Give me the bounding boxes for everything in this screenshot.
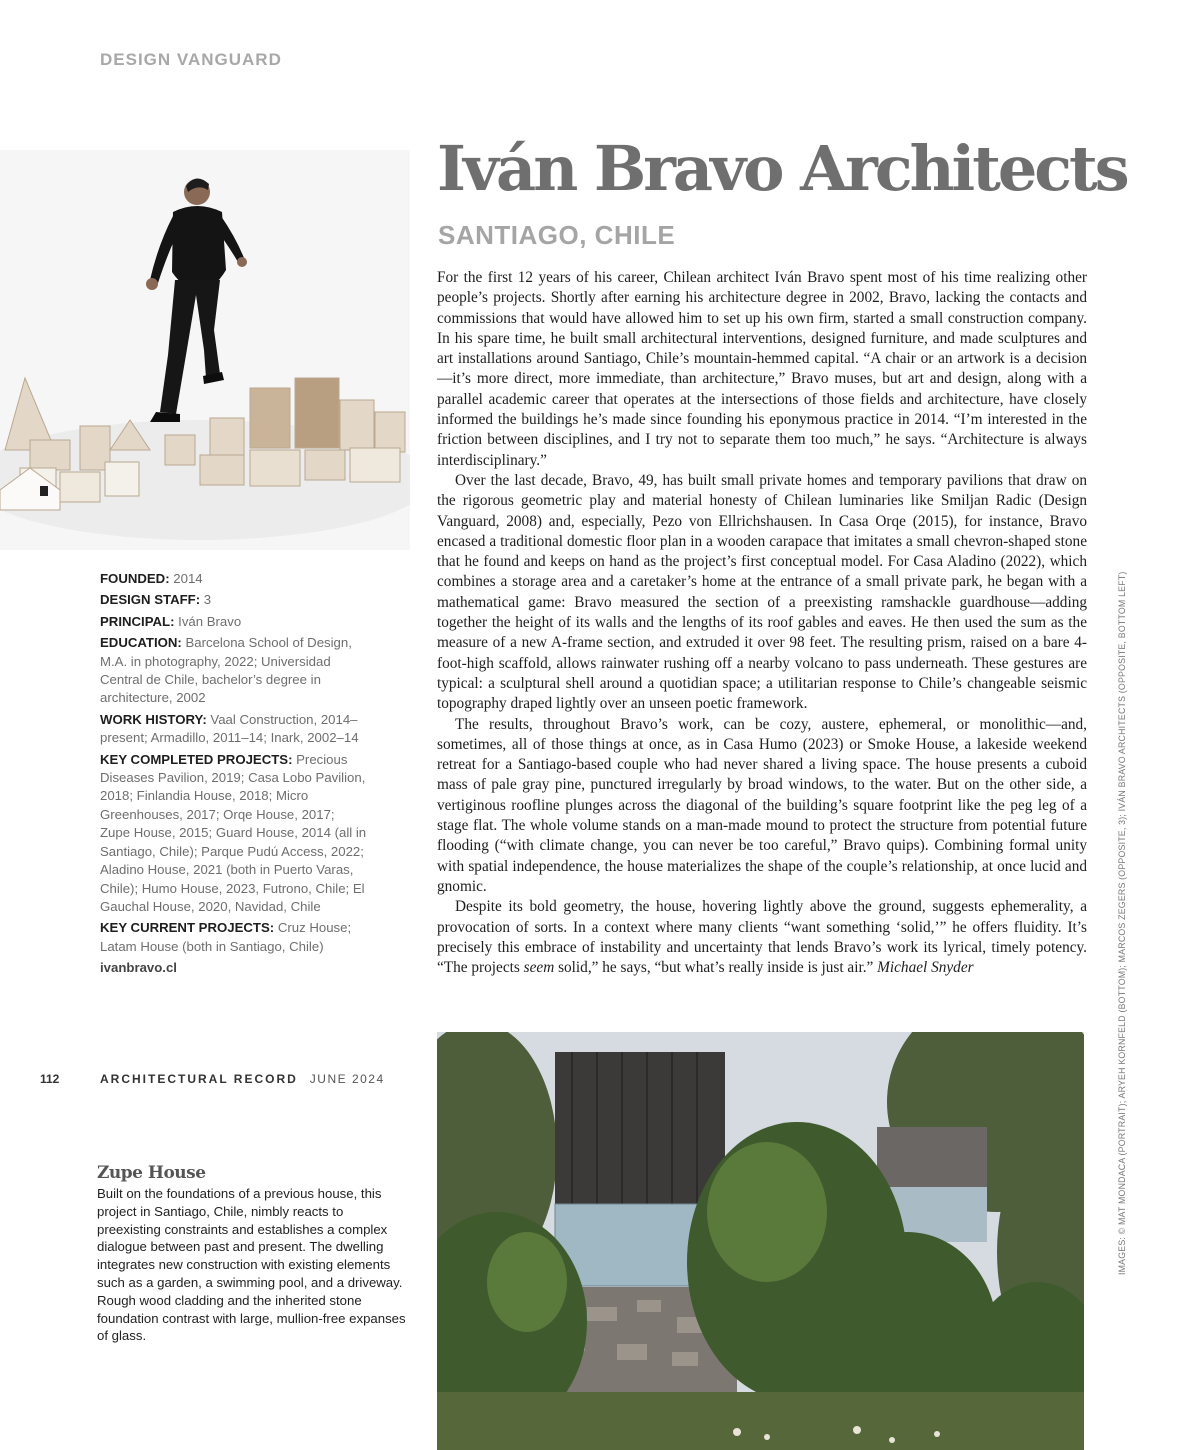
page-footer: [40, 1072, 385, 1086]
fact-key: WORK HISTORY:: [100, 711, 207, 727]
emphasis-text: seem: [523, 959, 555, 977]
fact-value: Cruz House; Latam House (both in Santiago, Chile): [100, 920, 352, 954]
caption-text: Built on the foundations of a previous house, this project in Santiago, Chile, nimbly reacts to preexisting constraints and establishes a complex dialogue between past and present. The dwelling integrates new construction with existing elements such as a garden, a swimming pool, and a driveway. Rough wood cladding and the inherited stone foundation contrast with large, mullion-free expanses of glass.: [97, 1186, 406, 1344]
article-location: SANTIAGO, CHILE: [438, 220, 676, 250]
firm-facts: [100, 570, 368, 978]
body-paragraph: The results, throughout Bravo’s work, can be cozy, austere, ephemeral, or monolithic—and, sometimes, all of those things at once, as in Casa Humo (2023) or Smoke House, a lakeside weekend retreat for a Santiago-based couple who had never shared a living space. The house presents a cuboid mass of pale gray pine, punctured irregularly by broad windows, to the water. But on the other side, a vertiginous roofline plunges across the diagonal of the building’s square footprint like the peg leg of a stage flat. The whole volume stands on a man-made mound to protect the structure from potential future flooding (“with climate change, you can never be too careful,” Bravo quips). Combining formal unity with spatial independence, the house materializes the shape of the couple’s relationship, at once lucid and gnomic.: [437, 715, 1087, 895]
fact-value: Vaal Construction, 2014–present; Armadillo, 2011–14; Inark, 2002–14: [100, 711, 359, 746]
fact-education: [100, 634, 368, 708]
body-paragraph: Over the last decade, Bravo, 49, has built small private homes and temporary pavilions that draw on the rigorous geometric play and material honesty of Chilean luminaries like Smiljan Radic (Design Vanguard, 2008) and, especially, Pezo von Ellrichshausen. In Casa Orqe (2015), for instance, Bravo encased a traditional domestic floor plan in a wooden carapace that imitates a small chevron-shaped stone that he found and keeps on hand as the project’s first conceptual model. For Casa Aladino (2022), which combines a storage area and a caretaker’s home at the entrance of a small private park, he began with a mathematical game: Bravo measured the section of a preexisting ramshackle guardhouse—adding together the height of its walls and the lengths of its roof gables and eaves. He then used the sum as the measure of a new A-frame section, and extruded it over 98 feet. The resulting prism, raised on a bare 4-foot-high scaffold, allows rainwater rushing off a nearby volcano to pass underneath. These gestures are typical: a sculptural shell around a quotidian space; a utilitarian response to Chile’s changeable seismic topography draped lightly over an unseen poetic framework.: [437, 471, 1087, 713]
fact-key: DESIGN STAFF:: [100, 592, 201, 608]
issue-date: JUNE 2024: [309, 1072, 385, 1086]
body-paragraph: [437, 897, 1087, 978]
fact-key: KEY CURRENT PROJECTS:: [100, 920, 275, 936]
fact-key: KEY COMPLETED PROJECTS:: [100, 751, 293, 767]
fact-work-history: [100, 711, 368, 748]
body-paragraph-tail: solid,” he says, “but what’s really inside is just air.”: [554, 959, 874, 977]
section-label: DESIGN VANGUARD: [100, 50, 282, 69]
caption-title: Zupe House: [97, 1163, 206, 1183]
page-number: 112: [40, 1072, 60, 1086]
fact-value: 2014: [173, 571, 203, 586]
fact-value: Precious Diseases Pavilion, 2019; Casa Lobo Pavilion, 2018; Finlandia House, 2018; Micro Greenhouses, 2017; Orqe House, 2017; Zupe House, 2015; Guard House, 2014 (all in Santiago, Chile); Parque Pudú Access, 2022; Aladino House, 2021 (both in Puerto Varas, Chile); Humo House, 2023, Futrono, Chile; El Gauchal House, 2020, Navidad, Chile: [100, 751, 367, 914]
portrait-photo: [0, 150, 410, 550]
fact-value: Iván Bravo: [178, 613, 242, 629]
image-credits: IMAGES: © MAT MONDACA (PORTRAIT); ARYEH KORNFELD (BOTTOM); MARCOS ZEGERS (OPPOSITE, 3); IVÁN BRAVO ARCHITECTS (OPPOSITE, BOTTOM LEFT): [1117, 571, 1127, 1275]
body-paragraph: For the first 12 years of his career, Chilean architect Iván Bravo spent most of his time realizing other people’s projects. Shortly after earning his architecture degree in 2002, Bravo, lacking the contacts and commissions that would have allowed him to set up his own firm, started a small construction company. In his spare time, he built small architectural interventions, designed furniture, and made sculptures and art installations around Santiago, Chile’s mountain-hemmed capital. “A chair or an artwork is a decision—it’s more direct, more immediate, than architecture,” Bravo muses, but art and design, along with a parallel academic career that operates at the intersections of those fields and architecture, have closely informed the buildings he’s made since founding his eponymous practice in 2014. “I’m interested in the friction between disciplines, and I try not to separate them too much,” he says. “Architecture is always interdisciplinary.”: [437, 269, 1087, 469]
byline: Michael Snyder: [877, 959, 974, 977]
fact-design-staff: [100, 591, 368, 609]
fact-key: PRINCIPAL:: [100, 613, 175, 629]
fact-key: FOUNDED:: [100, 571, 170, 586]
website-link[interactable]: ivanbravo.cl: [100, 960, 177, 976]
article-title: Iván Bravo Architects: [437, 132, 1127, 205]
body-paragraph-text: Despite its bold geometry, the house, hovering lightly above the ground, suggests ephemerality, a provocation of sorts. In a context where many clients “want something ‘solid,’” he offers fluidity. It’s precisely this embrace of instability and uncertainty that lends Bravo’s work its lyrical, timely potency. “The projects: [437, 898, 1087, 977]
fact-key-completed-projects: [100, 751, 368, 917]
publication-name: ARCHITECTURAL RECORD: [100, 1072, 298, 1086]
fact-value: 3: [203, 592, 212, 608]
photo-caption: [97, 1163, 409, 1345]
fact-principal: [100, 613, 368, 631]
fact-key-current-projects: [100, 919, 368, 956]
article-body: [437, 268, 1087, 978]
fact-founded: [100, 570, 368, 588]
fact-key: EDUCATION:: [100, 635, 182, 651]
fact-value: Barcelona School of Design, M.A. in photography, 2022; Universidad Central de Chile, bachelor’s degree in architecture, 2002: [100, 635, 352, 706]
house-photo: [437, 1032, 1084, 1450]
